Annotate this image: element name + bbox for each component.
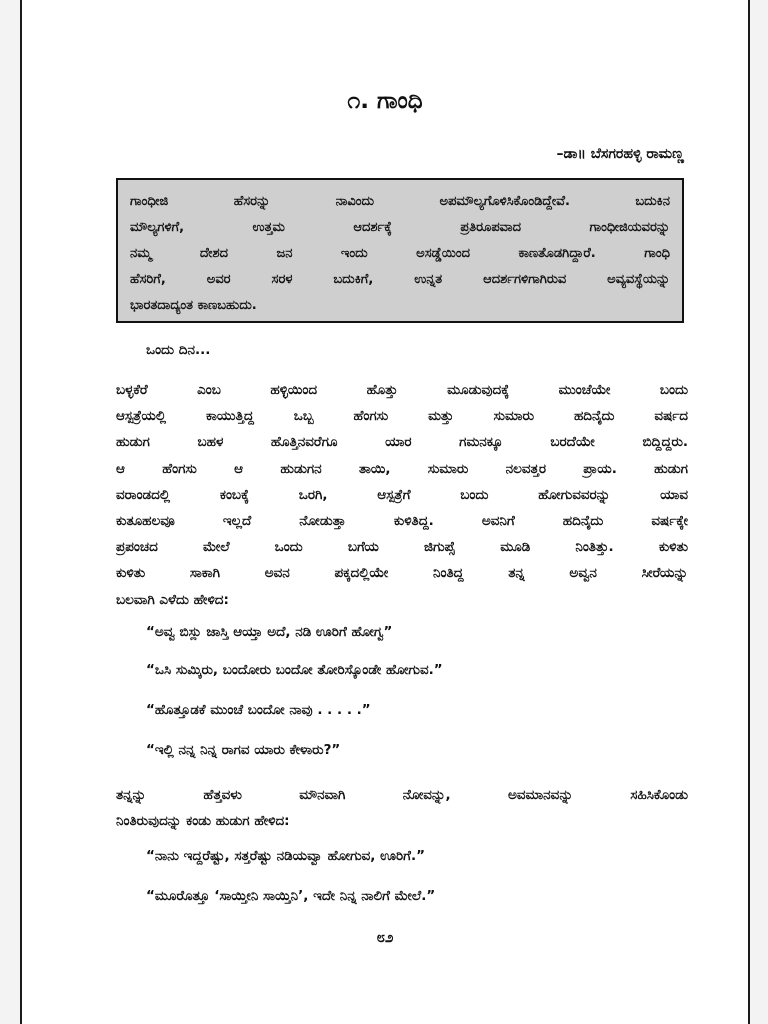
paragraph-line: ಕುಳಿತು ಸಾಕಾಗಿ ಅವನ ಪಕ್ಕದಲ್ಲಿಯೇ ನಿಂತಿದ್ದ ತನ್ನ ಅವ್ವನ ಸೀರೆಯನ್ನು [116, 565, 688, 582]
page-number: ೮೨ [376, 928, 394, 946]
dialogue-line: “ಇಲ್ಲಿ ನನ್ನ ನಿನ್ನ ರಾಗವ ಯಾರು ಕೇಳಾರು?” [146, 742, 341, 758]
paragraph-line: ನಿಂತಿರುವುದನ್ನು ಕಂಡು ಹುಡುಗ ಹೇಳಿದ: [116, 813, 290, 830]
abstract-box [116, 178, 684, 323]
book-page [20, 0, 750, 1024]
paragraph-line: ಕುತೂಹಲವೂ ಇಲ್ಲದೆ ನೋಡುತ್ತಾ ಕುಳಿತಿದ್ದ. ಅವನಿಗೆ ಹದಿನೈದು ವರ್ಷಕ್ಕೇ [116, 513, 688, 530]
dialogue-line: “ಹೊತ್ತೂಡಕೆ ಮುಂಚೆ ಬಂದೋ ನಾವು . . . . .” [146, 702, 371, 718]
paragraph-line: ಹುಡುಗ ಬಹಳ ಹೊತ್ತಿನವರೆಗೂ ಯಾರ ಗಮನಕ್ಕೂ ಬರದೆಯೇ ಬಿದ್ದಿದ್ದರು. [116, 434, 688, 451]
dialogue-line: “ಒಸಿ ಸುಮ್ಕಿರು, ಬಂದೋರು ಬಂದೋ ತೋರಿಸ್ಕೊಂಡೇ ಹೋಗುವ.” [146, 662, 443, 678]
dialogue-line: “ನಾನು ಇದ್ದರೆಷ್ಟು, ಸತ್ತರೆಷ್ಟು ನಡಿಯವ್ವಾ ಹೋಗುವ, ಊರಿಗೆ.” [146, 848, 425, 864]
abstract-line: ಗಾಂಧೀಜಿ ಹೆಸರನ್ನು ನಾವಿಂದು ಅಪಮೌಲ್ಯಗೊಳಿಸಿಕೊಂಡಿದ್ದೇವೆ. ಬದುಕಿನ [130, 194, 670, 209]
paragraph-line: ಪ್ರಪಂಚದ ಮೇಲೆ ಒಂದು ಬಗೆಯ ಜಿಗುಪ್ಸೆ ಮೂಡಿ ನಿಂತಿತ್ತು. ಕುಳಿತು [116, 539, 688, 556]
paragraph-line: ಬಳ್ಳಕೆರೆ ಎಂಬ ಹಳ್ಳಿಯಿಂದ ಹೊತ್ತು ಮೂಡುವುದಕ್ಕೆ ಮುಂಚೆಯೇ ಬಂದು [116, 382, 688, 398]
paragraph-2 [116, 782, 688, 834]
abstract-line: ಹೆಸರಿಗೆ, ಅವರ ಸರಳ ಬದುಕಿಗೆ, ಉನ್ನತ ಆದರ್ಶಗಳಿಗಾಗಿರುವ ಅವ್ಯವಸ್ಥೆಯನ್ನು [130, 272, 670, 287]
abstract-line: ಮೌಲ್ಯಗಳಿಗೆ, ಉತ್ತಮ ಆದರ್ಶಕ್ಕೆ ಪ್ರತಿರೂಪವಾದ ಗಾಂಧೀಜಿಯವರನ್ನು [130, 220, 670, 235]
paragraph-line: ವರಾಂಡದಲ್ಲಿ ಕಂಬಕ್ಕೆ ಒರಗಿ, ಆಸ್ಪತ್ರೆಗೆ ಬಂದು ಹೋಗುವವರನ್ನು ಯಾವ [116, 486, 688, 503]
chapter-title: ೧. ಗಾಂಧಿ [347, 88, 423, 114]
paragraph-line: ಬಲವಾಗಿ ಎಳೆದು ಹೇಳಿದ: [116, 591, 229, 608]
paragraph-line: ಆಸ್ಪತ್ರೆಯಲ್ಲಿ ಕಾಯುತ್ತಿದ್ದ ಒಬ್ಬ ಹೆಂಗಸು ಮತ್ತು ಸುಮಾರು ಹದಿನೈದು ವರ್ಷದ [116, 408, 688, 425]
paragraph-1 [116, 377, 688, 613]
abstract-line: ನಮ್ಮ ದೇಶದ ಜನ ಇಂದು ಅಸಡ್ಡೆಯಿಂದ ಕಾಣತೊಡಗಿದ್ದಾರೆ. ಗಾಂಧಿ [130, 246, 670, 261]
author-name: –ಡಾ॥ ಬೆಸಗರಹಳ್ಳಿ ರಾಮಣ್ಣ [556, 146, 684, 162]
dialogue-line: “ಮೂರೊತ್ತೂ ‘ಸಾಯ್ತೀನಿ ಸಾಯ್ತಿನಿ’, ಇದೇ ನಿನ್ನ ನಾಲಿಗೆ ಮೇಲೆ.” [146, 888, 436, 904]
abstract-line: ಭಾರತದಾದ್ಯಂತ ಕಾಣಬಹುದು. [130, 298, 257, 313]
paragraph-line: ಆ ಹೆಂಗಸು ಆ ಹುಡುಗನ ತಾಯಿ, ಸುಮಾರು ನಲವತ್ತರ ಪ್ರಾಯ. ಹುಡುಗ [116, 460, 688, 477]
opening-line: ಒಂದು ದಿನ... [146, 342, 211, 358]
dialogue-line: “ಅವ್ವ ಬಿಸ್ಲು ಜಾಸ್ತಿ ಆಯ್ತಾ ಅದೆ, ನಡಿ ಊರಿಗೆ ಹೋಗ್ವ” [146, 624, 393, 640]
paragraph-line: ತನ್ನನ್ನು ಹೆತ್ತವಳು ಮೌನವಾಗಿ ನೋವನ್ನು, ಅವಮಾನವನ್ನು ಸಹಿಸಿಕೊಂಡು [116, 787, 688, 803]
